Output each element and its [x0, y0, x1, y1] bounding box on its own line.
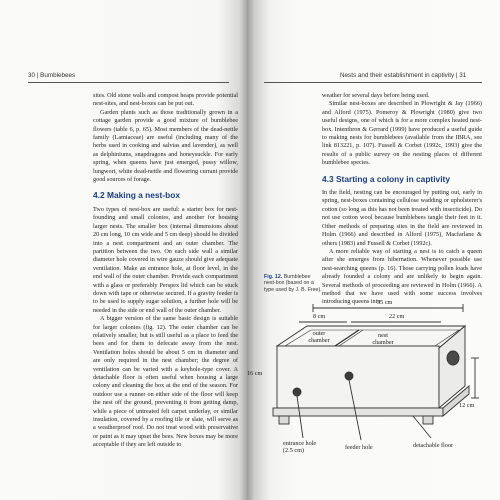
left-text-column — [93, 92, 238, 450]
label-outer-chamber: outer chamber — [308, 330, 330, 344]
label-width: 35 cm — [377, 299, 393, 306]
paragraph: In the field, nesting can be encouraged by putting out, early in spring, nest-boxes containing cellulose wadding or upholsterer's cotton (so long as this has not been treated with insecticide). Do not use cotton wool because bumblebees tangle their feet in it. Other methods of preparing sites in the field are reviewed in Holm (1966) and described in Alford (1975), Macfarlane & others (1983) and Fussell & Corbet (1992c). — [322, 189, 482, 247]
ventilation-hole — [447, 351, 459, 365]
paragraph: sites. Old stone walls and compost heaps provide potential nest-sites, and nest-boxes can be put out. — [93, 92, 238, 108]
label-length: 16 cm — [247, 370, 263, 377]
label-outer-width: 8 cm — [313, 313, 326, 320]
label-nest-chamber: nest chamber — [372, 332, 394, 346]
label-feeder-hole: feeder hole — [345, 444, 373, 451]
label-height: 12 cm — [459, 402, 475, 409]
paragraph: A more reliable way of starting a nest is to catch a queen after she emerges from hibernation. Whenever possible use nest-searching queens (p. 16). Those carrying pollen loads have already founded a colony and are unlikely to begin again. Several methods of proceeding are reviewed in Holm (1966). A method that we have used with some success involves introducing queens into — [322, 247, 482, 306]
running-head-left: 30 | Bumblebees — [28, 72, 76, 79]
right-text-column — [322, 92, 482, 307]
runner — [279, 416, 289, 424]
label-detachable-floor: detachable floor — [413, 442, 454, 449]
label-nest-width: 22 cm — [389, 313, 405, 320]
paragraph: A bigger version of the same basic design is suitable for larger colonies (fig. 12). The outer chamber can be relatively smaller, but is still useful as a place to feed the bees and for them to defecate away from the nest. Ventilation holes should be about 5 cm in diameter and are only required in the nest chamber; the degree of ventilation can be varied with a keyhole-type cover. A detachable floor is often useful when housing a large colony and cleaning the box at the end of the season. For outdoor use a runner on either side of the floor will keep the nest off the ground, preventing it from getting damp, while a piece of untreated felt carpet underlay, or similar insulation, covered by a roofing tile or slate, will serve as a weatherproof roof. Do not treat wood with preservative or paint as it may upset the bees. New boxes may be more acceptable if they are left outside to — [93, 315, 238, 449]
nest-box-figure — [247, 298, 485, 474]
running-head-rule — [28, 82, 229, 83]
running-head-rule — [264, 82, 482, 83]
section-heading: 4.2 Making a nest-box — [93, 190, 181, 201]
left-page — [0, 0, 247, 500]
runner — [423, 416, 433, 424]
paragraph: Garden plants such as those traditionally grown in a cottage garden provide a good mixture of bumblebee flowers (table 6, p. 65). Most members of the dead-nettle family (Lamiaceae) are useful (including many of the herbs used in cooking and salvias and lavender), as well as delphiniums, snapdragons and honeysuckle. For early spring, when queens have just emerged, pussy willow, lungwort, white dead-nettle and flowering currant provide good sources of forage. — [93, 108, 238, 184]
feeder-hole — [345, 372, 353, 380]
paragraph: weather for several days before being used. — [322, 92, 430, 99]
section-heading: 4.3 Starting a colony in captivity — [322, 173, 450, 184]
running-head-right: Nests and their establishment in captivity | 31 — [340, 72, 467, 79]
label-entrance-hole: entrance hole (2.5 cm) — [283, 440, 317, 454]
paragraph: Two types of nest-box are useful: a starter box for nest-founding and small colonies, and another for housing larger nests. The smaller box (internal dimensions about 20 cm long, 10 cm wide and 5 cm deep) should be divided into a nest compartment and an outer chamber. The partition between the two. On each side wall a similar diameter hole covered in wire gauze should give adequate ventilation. Make an entrance hole, at floor level, in the end wall of the outer chamber. Provide each compartment with a glass or preferably Perspex lid which can be stuck down with tape or otherwise secured. If a gravity feeder is to be used to supply sugar solution, a further hole will be needed in the side or end wall of the outer chamber. — [93, 205, 238, 314]
paragraph: Similar nest-boxes are described in Plowright & Jay (1966) and Alford (1975). Pomeroy & Plowright (1980) give two useful designs, one of which is for a more complex heated nest-box. Intenthron & Gerrard (1999) have produced a useful guide to making nests for bumblebees (available from the IBRA, see link 813221, p. 107). Fussell & Corbet (1992c, 1993) give the results of a public survey on the nesting places of different bumblebee species. — [322, 100, 482, 167]
figure-caption — [264, 274, 322, 293]
figure-number: Fig. 12. — [264, 274, 283, 280]
entrance-hole — [293, 388, 301, 396]
figure-caption-text: Bumblebee nest-box (based on a type used by J. B. Free). — [264, 274, 322, 293]
box-front — [277, 346, 439, 408]
